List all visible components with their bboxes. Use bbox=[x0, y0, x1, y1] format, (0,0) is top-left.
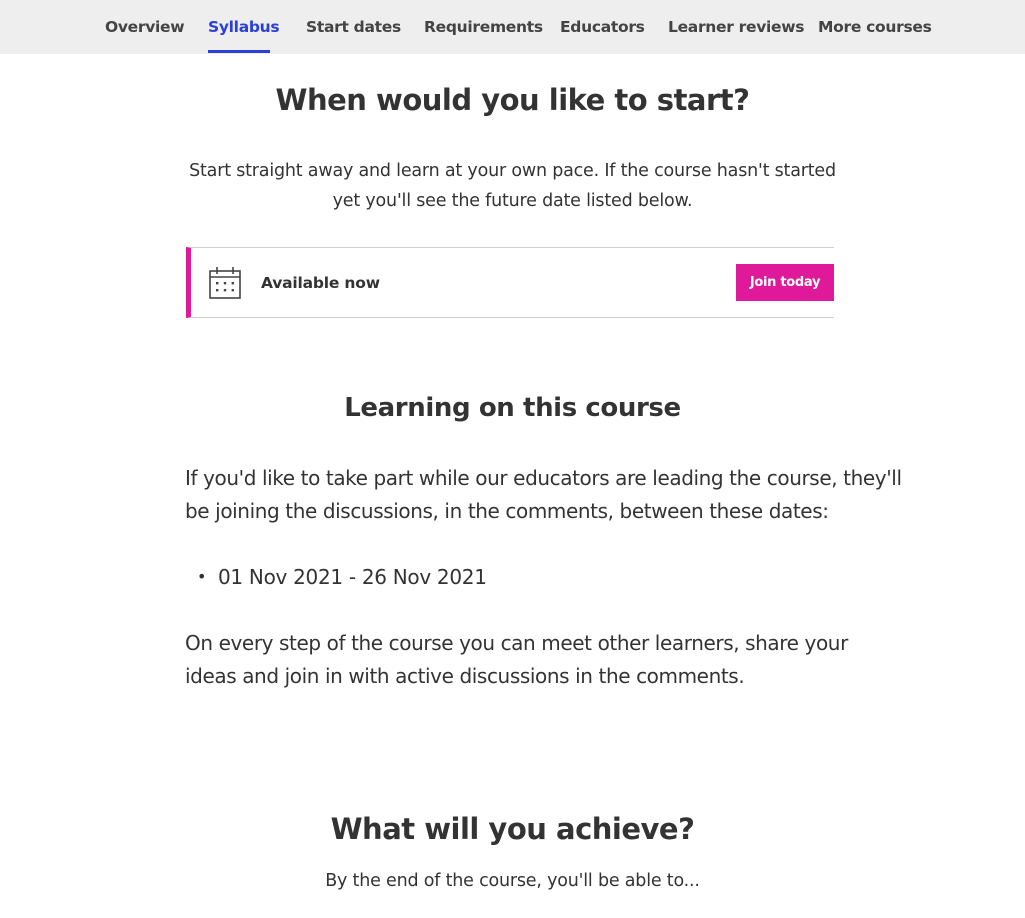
learning-heading: Learning on this course bbox=[344, 393, 681, 423]
tab-start-dates[interactable]: Start dates bbox=[306, 18, 401, 36]
start-description: Start straight away and learn at your own pace. If the course hasn't started yet you'll see the future date listed below. bbox=[189, 161, 836, 211]
tab-educators[interactable]: Educators bbox=[560, 18, 645, 36]
tab-syllabus[interactable]: Syllabus bbox=[208, 18, 280, 36]
availability-row bbox=[186, 247, 834, 318]
tab-overview[interactable]: Overview bbox=[105, 18, 185, 36]
course-tab-bar bbox=[0, 0, 1025, 54]
tab-more-courses[interactable]: More courses bbox=[818, 18, 932, 36]
calendar-icon bbox=[208, 266, 242, 300]
list-item: • 01 Nov 2021 - 26 Nov 2021 bbox=[185, 562, 885, 592]
tab-requirements[interactable]: Requirements bbox=[424, 18, 543, 36]
achieve-heading: What will you achieve? bbox=[330, 812, 695, 846]
active-tab-indicator bbox=[208, 50, 270, 53]
educator-dates-list bbox=[185, 562, 885, 592]
achieve-subheading: By the end of the course, you'll be able to... bbox=[325, 871, 700, 891]
availability-label: Available now bbox=[261, 274, 380, 292]
tab-learner-reviews[interactable]: Learner reviews bbox=[668, 18, 805, 36]
learning-intro: If you'd like to take part while our educators are leading the course, they'll be joining the discussions, in the comments, between these dates: bbox=[185, 466, 902, 523]
join-today-button[interactable]: Join today bbox=[736, 264, 834, 301]
learning-outro: On every step of the course you can meet other learners, share your ideas and join in with active discussions in the comments. bbox=[185, 631, 848, 688]
start-heading: When would you like to start? bbox=[275, 83, 750, 117]
